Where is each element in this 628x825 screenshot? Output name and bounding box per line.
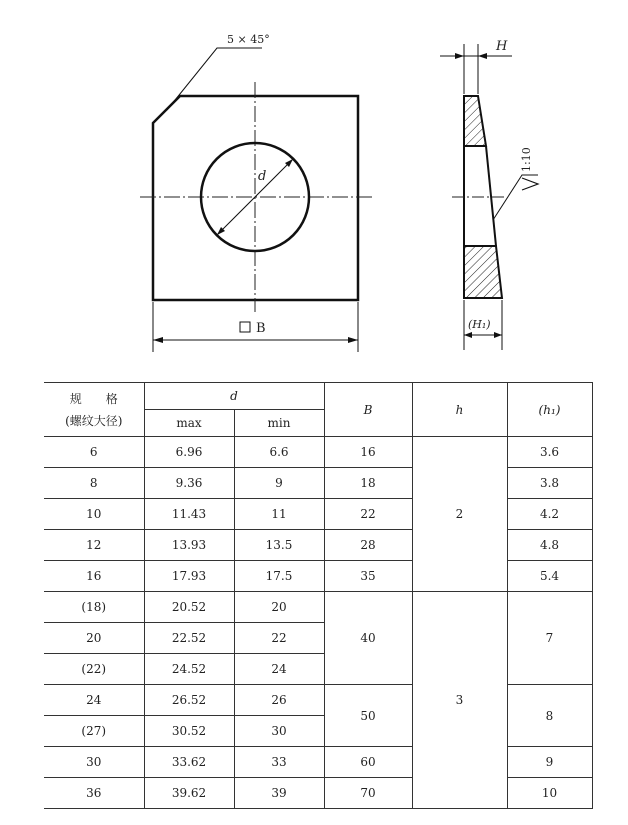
header-h: h — [412, 383, 507, 437]
cell-B: 16 — [324, 437, 412, 468]
square-symbol — [240, 322, 250, 332]
cell-min: 17.5 — [234, 561, 324, 592]
cell-min: 33 — [234, 747, 324, 778]
cell-h1: 3.8 — [507, 468, 592, 499]
cell-B: 40 — [324, 592, 412, 685]
d-label: d — [258, 169, 267, 184]
cell-max: 30.52 — [144, 716, 234, 747]
cell-max: 26.52 — [144, 685, 234, 716]
table-row — [44, 499, 592, 530]
cell-spec: 10 — [44, 499, 144, 530]
cell-h1: 10 — [507, 778, 592, 809]
header-h1: (h₁) — [507, 383, 592, 437]
cell-h1: 4.8 — [507, 530, 592, 561]
cell-max: 39.62 — [144, 778, 234, 809]
cell-max: 9.36 — [144, 468, 234, 499]
cell-h1: 3.6 — [507, 437, 592, 468]
header-spec-line1: 规 格 — [69, 391, 118, 406]
H-arrow-right — [478, 53, 487, 59]
cell-spec: 20 — [44, 623, 144, 654]
chamfer-leader — [167, 48, 262, 110]
cell-spec: 16 — [44, 561, 144, 592]
section-top-hatch — [464, 96, 486, 146]
cell-B: 35 — [324, 561, 412, 592]
B-label: B — [256, 321, 266, 336]
cell-max: 33.62 — [144, 747, 234, 778]
H-label: H — [496, 39, 508, 54]
cell-B: 50 — [324, 685, 412, 747]
cell-spec: (18) — [44, 592, 144, 623]
table-row — [44, 685, 592, 716]
cell-h: 3 — [412, 592, 507, 809]
H-arrow-left — [455, 53, 464, 59]
cell-min: 30 — [234, 716, 324, 747]
cell-spec: 12 — [44, 530, 144, 561]
slope-symbol — [522, 178, 538, 190]
cell-spec: 6 — [44, 437, 144, 468]
cell-min: 9 — [234, 468, 324, 499]
cell-spec: 8 — [44, 468, 144, 499]
cell-min: 6.6 — [234, 437, 324, 468]
slope-label: 1:10 — [520, 147, 533, 172]
cell-spec: (27) — [44, 716, 144, 747]
cell-max: 6.96 — [144, 437, 234, 468]
header-spec-line2: (螺纹大径) — [65, 413, 123, 428]
table-row — [44, 437, 592, 468]
cell-spec: 24 — [44, 685, 144, 716]
table-row — [44, 530, 592, 561]
spec-table — [44, 382, 593, 809]
cell-spec: (22) — [44, 654, 144, 685]
cell-h1: 5.4 — [507, 561, 592, 592]
d-dimension-line — [217, 159, 293, 235]
cell-max: 17.93 — [144, 561, 234, 592]
cell-max: 24.52 — [144, 654, 234, 685]
cell-h1: 9 — [507, 747, 592, 778]
table-row — [44, 561, 592, 592]
cell-h1: 7 — [507, 592, 592, 685]
cell-max: 22.52 — [144, 623, 234, 654]
cell-min: 39 — [234, 778, 324, 809]
cell-max: 11.43 — [144, 499, 234, 530]
washer-drawing — [0, 0, 628, 380]
B-arrow-left — [153, 337, 163, 343]
table-row — [44, 592, 592, 623]
cell-h1: 4.2 — [507, 499, 592, 530]
cell-spec: 30 — [44, 747, 144, 778]
H1-label: (H₁) — [468, 318, 491, 331]
cell-B: 28 — [324, 530, 412, 561]
cell-min: 20 — [234, 592, 324, 623]
cell-B: 22 — [324, 499, 412, 530]
cell-B: 60 — [324, 747, 412, 778]
chamfer-label: 5 × 45° — [227, 33, 270, 46]
table-row — [44, 468, 592, 499]
cell-min: 22 — [234, 623, 324, 654]
cell-min: 26 — [234, 685, 324, 716]
cell-min: 13.5 — [234, 530, 324, 561]
table-row — [44, 778, 592, 809]
cell-h: 2 — [412, 437, 507, 592]
section-bottom-hatch — [464, 246, 502, 298]
H1-arrow-right — [494, 332, 502, 338]
cell-max: 20.52 — [144, 592, 234, 623]
header-min: min — [234, 410, 324, 437]
header-max: max — [144, 410, 234, 437]
cell-min: 24 — [234, 654, 324, 685]
section-slope-edge — [486, 146, 496, 246]
cell-h1: 8 — [507, 685, 592, 747]
table-row — [44, 747, 592, 778]
H1-arrow-left — [464, 332, 472, 338]
cell-B: 70 — [324, 778, 412, 809]
cell-min: 11 — [234, 499, 324, 530]
cell-spec: 36 — [44, 778, 144, 809]
cell-max: 13.93 — [144, 530, 234, 561]
header-d: d — [144, 383, 324, 410]
header-B: B — [324, 383, 412, 437]
header-spec — [44, 383, 144, 437]
cell-B: 18 — [324, 468, 412, 499]
B-arrow-right — [348, 337, 358, 343]
